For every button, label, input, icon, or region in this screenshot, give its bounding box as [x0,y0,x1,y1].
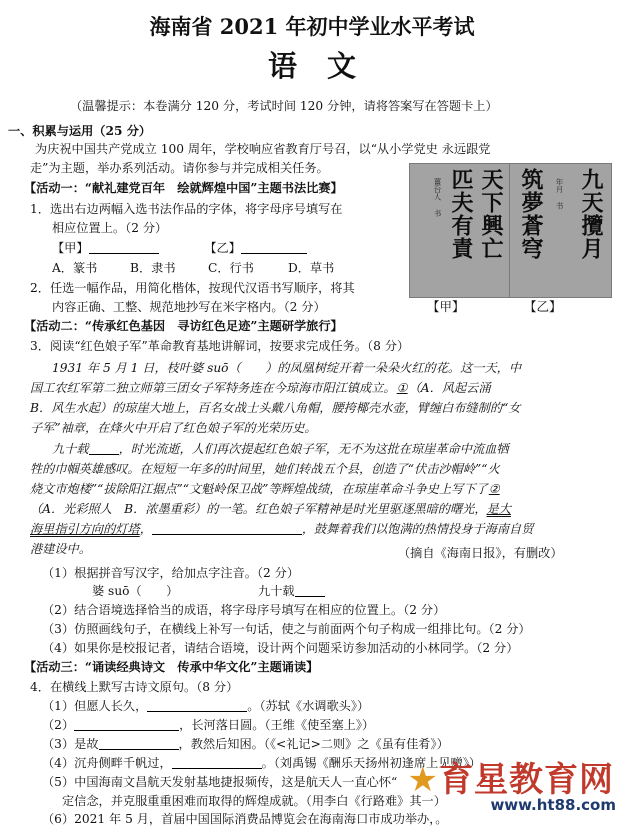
passage-p2-line3 [30,482,501,497]
passage-p2-line1 [52,442,509,457]
calligraphy-yi-image [509,163,612,298]
section1-heading: 一、积累与运用（25 分） [8,124,152,138]
passage-p2-line2: 牲的巾帼英雄感叹。在短短一年多的时间里，她们转战五个县，创造了“伏击沙帽岭”“火 [30,462,500,476]
q4-item3 [42,737,449,752]
q3-sub4: （4）如果你是校报记者，请结合语境，设计两个问题采访参加活动的小林同学。（2 分） [42,641,519,655]
exam-notice: （温馨提示：本卷满分 120 分，考试时间 120 分钟，请将答案写在答题卡上） [70,99,498,113]
q4-item6-end: 。 [435,812,448,826]
calligraphy-yi-caption: 【乙】 [524,299,562,314]
passage-p1-line2-option: （A．风起云涌 [408,381,491,395]
activity2-heading: 【活动二：“传承红色基因 寻访红色足迹”主题研学旅行】 [24,319,343,333]
q4-prompt: 4．在横线上默写古诗文原句。（8 分） [30,680,239,694]
q2-line2: 内容正确、工整、规范地抄写在米字格内。（2 分） [52,300,326,314]
passage-p2-line4-underlined: 是大 [486,502,511,516]
calligraphy-yi-inscription: 年月 书 [555,178,564,210]
q4-item4-blank[interactable] [172,756,262,769]
q4-item1-text: （1）但愿人长久， [42,699,148,713]
calligraphy-yi-col1: 九天攬月 [578,168,604,260]
q4-item1-blank[interactable] [147,699,247,712]
exam-title: 海南省 2021 年初中学业水平考试 [149,14,475,39]
calligraphy-jia-col1: 天下興亡 [478,168,504,260]
section1-intro-line1: 为庆祝中国共产党成立 100 周年，学校响应省教育厅号召，以“从小学党史 永远跟党 [35,142,491,156]
q3-sub2: （2）结合语境选择恰当的成语，将字母序号填写在相应的位置上。（2 分） [42,603,446,617]
watermark-url: www.ht88.com [490,796,616,815]
q4-item4-source: 。（刘禹锡《酬乐天扬州初逢席上见赠》） [261,756,482,770]
q4-item1-source: 。（苏轼《水调歌头》） [247,699,370,713]
q1-option-c: C．行书 [208,261,254,275]
passage-p2-line1-start: 九十载 [52,442,89,456]
passage-p2-line5: 海里指引方向的灯塔， ，鼓舞着我们以饱满的热情投身于海南自贸 [30,522,534,536]
q1-jia-label: 【甲】 [52,241,89,255]
q1-option-d: D．草书 [288,261,335,275]
watermark-brand [408,759,614,802]
q1-yi-label: 【乙】 [204,241,241,255]
q4-item2-text: （2） [42,718,75,732]
q4-item6-text: （6）2021 年 5 月，首届中国国际消费品博览会在海南海口市成功举办， [42,812,436,826]
passage-p1-line4: 子军”袖章，在烽火中开启了红色娘子军的光荣历史。 [30,421,317,435]
passage-p2-line5-underlined: 海里指引方向的灯塔 [30,522,140,536]
q1-line2: 相应位置上。（2 分） [52,221,168,235]
calligraphy-jia-inscription: 薑台人 书 [433,178,442,217]
calligraphy-jia-caption: 【甲】 [427,299,465,314]
passage-p2-line5-rest: ，鼓舞着我们以饱满的热情投身于海南自贸 [301,522,534,536]
blank-marker-2: ② [488,482,500,496]
passage-p2-line1-rest: ，时光流逝，人们再次提起红色娘子军，无不为这批在琼崖革命中流血牺 [118,442,509,456]
q4-item3-source: ，教然后知困。（《<礼记>二则》之《虽有佳肴》） [178,737,449,751]
q4-item2-source: ，长河落日圆。（王维《使至塞上》） [179,718,375,732]
q1-line1: 1．选出右边两幅入选书法作品的字体，将字母序号填写在 [30,202,343,216]
q1-answer-row [52,241,307,256]
q1-option-a: A．篆书 [52,261,98,275]
watermark-star-icon: ★ [407,759,439,800]
q4-item1 [42,699,369,714]
q2-line1: 2．任选一幅作品，用简化楷体，按现代汉语书写顺序，将其 [30,281,355,295]
q4-item2 [42,718,374,733]
q1-jia-blank[interactable] [89,241,159,254]
q3-sub1: （1）根据拼音写汉字，给加点字注音。（2 分） [42,566,300,580]
passage-p2-line4-text: （A．光彩照人 B．浓墨重彩）的一笔。红色娘子军精神是时光里驱逐黑暗的曙光， [30,502,487,516]
q4-item2-blank[interactable] [74,718,179,731]
q4-item6 [42,812,447,827]
q4-item4-text: （4）沉舟侧畔千帆过， [42,756,172,770]
passage-source: （摘自《海南日报》，有删改） [398,546,563,560]
activity3-heading: 【活动三：“诵读经典诗文 传承中华文化”主题诵读】 [24,660,319,674]
q3-sub1-b: 九十载 [258,584,295,598]
passage-p2-line4 [30,502,511,517]
q4-item5-line2: 定信念，并克服重重困难而取得的辉煌成就。（用李白《行路难》其一） [62,794,446,808]
q4-item5 [42,775,397,790]
passage-p1-line2 [30,381,491,396]
activity1-heading: 【活动一：“献礼建党百年 绘就辉煌中国”主题书法比赛】 [24,181,343,195]
q3-sub1-a: 婆 suō（ ） [92,584,179,598]
q4-item3-blank[interactable] [99,737,179,750]
passage-p2-line6: 港建设中。 [30,542,91,556]
passage-p1-line2-text: 国工农红军第二独立师第三团女子军特务连在今琼海市阳江镇成立。 [30,381,396,395]
q3-sub3: （3）仿照画线句子，在横线上补写一句话，使之与前面两个句子构成一组排比句。（2 分） [42,622,531,636]
q3-prompt: 3．阅读“红色娘子军”革命教育基地讲解词，按要求完成任务。（8 分） [30,339,410,353]
q3-sub1-b-blank[interactable] [295,584,325,597]
calligraphy-yi-col2: 筑夢蒼穹 [518,168,544,260]
passage-p1-line3: B．风生水起）的琼崖大地上，百名女战士头戴八角帽，腰挎椰壳水壶，臂缠白布缝制的“女 [30,401,521,415]
q4-item3-text: （3）是故 [42,737,99,751]
blank-jiu-shi-zai[interactable] [89,442,119,455]
calligraphy-jia-col2: 匹夫有責 [448,168,474,260]
section1-intro-line2: 走”为主题，举办系列活动。请你参与并完成相关任务。 [30,161,329,175]
q1-yi-blank[interactable] [241,241,307,254]
q1-options [52,261,334,276]
watermark-brand-text: 育星教育网 [439,759,614,800]
q4-item5-text: （5）中国海南文昌航天发射基地捷报频传，这是航天人一直心怀“ [42,775,398,789]
passage-p1-line1: 1931 年 5 月 1 日，枝叶婆 suō（ ）的凤凰树绽开着一朵朵火红的花。这一天，中 [52,361,522,375]
subject-title: 语文 [267,49,386,83]
calligraphy-jia-image [409,163,511,298]
q3-sub1-answers [92,584,325,599]
passage-p2-line3-text: 烧文市炮楼”“拔除阳江据点”“文魁岭保卫战”等辉煌战绩，在琼崖革命斗争史上写下了 [30,482,488,496]
parallel-sentence-blank[interactable] [152,522,302,535]
q1-option-b: B．隶书 [130,261,176,275]
blank-marker-1: ① [396,381,408,395]
